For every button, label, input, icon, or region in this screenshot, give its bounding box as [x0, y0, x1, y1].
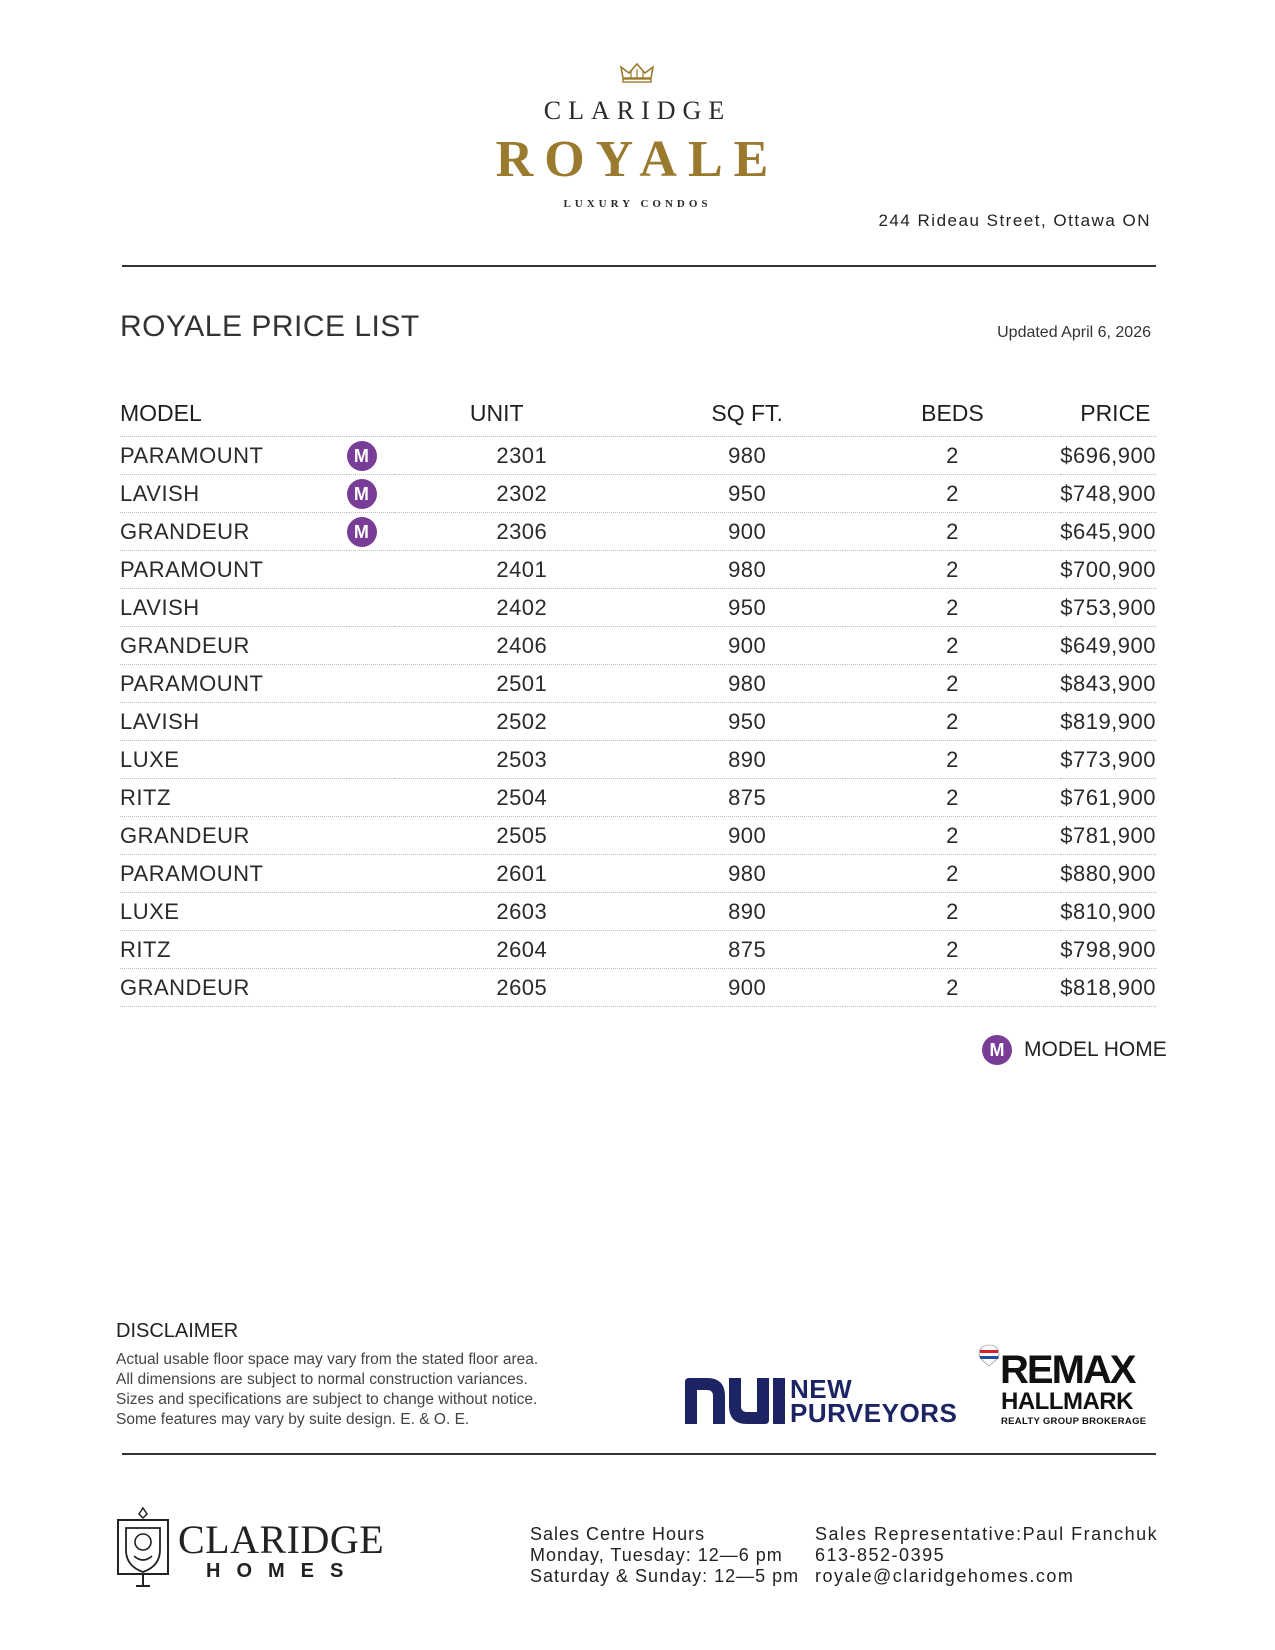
model-home-badge-cell: [347, 741, 394, 779]
model-home-badge-cell: [347, 969, 394, 1007]
unit-cell: 2601: [394, 855, 650, 893]
model-cell: GRANDEUR: [120, 513, 347, 551]
price-cell: $781,900: [1060, 817, 1156, 855]
disclaimer-line: Some features may vary by suite design. E. & O. E.: [116, 1411, 470, 1428]
table-row: [120, 513, 1156, 551]
beds-cell: 2: [845, 855, 1061, 893]
sqft-cell: 875: [650, 779, 845, 817]
unit-cell: 2501: [394, 665, 650, 703]
col-header-badge: [347, 390, 394, 437]
page-title: ROYALE PRICE LIST: [120, 310, 420, 343]
table-row: [120, 931, 1156, 969]
model-cell: LUXE: [120, 741, 347, 779]
price-cell: $843,900: [1060, 665, 1156, 703]
hours-weekday: Monday, Tuesday: 12—6 pm: [530, 1545, 783, 1565]
model-cell: LAVISH: [120, 589, 347, 627]
table-row: [120, 817, 1156, 855]
crown-icon: [620, 62, 654, 84]
address: 244 Rideau Street, Ottawa ON: [878, 211, 1151, 230]
col-header-model: MODEL: [120, 390, 347, 437]
table-row: [120, 665, 1156, 703]
col-header-price: PRICE: [1060, 390, 1156, 437]
remax-brokerage-text: REALTY GROUP BROKERAGE: [1001, 1416, 1147, 1427]
model-home-badge: M: [347, 479, 377, 509]
sqft-cell: 890: [650, 741, 845, 779]
disclaimer-line: Sizes and specifications are subject to change without notice.: [116, 1391, 538, 1408]
price-cell: $645,900: [1060, 513, 1156, 551]
model-home-badge-cell: [347, 627, 394, 665]
price-cell: $880,900: [1060, 855, 1156, 893]
brand-top-text: CLARIDGE: [543, 96, 732, 125]
sqft-cell: 950: [650, 475, 845, 513]
table-header-row: [120, 390, 1156, 437]
beds-cell: 2: [845, 551, 1061, 589]
unit-cell: 2301: [394, 437, 650, 475]
hours-weekend: Saturday & Sunday: 12—5 pm: [530, 1566, 800, 1586]
beds-cell: 2: [845, 475, 1061, 513]
model-home-badge-cell: [347, 893, 394, 931]
unit-cell: 2505: [394, 817, 650, 855]
beds-cell: 2: [845, 779, 1061, 817]
model-home-badge: M: [982, 1035, 1012, 1065]
model-home-badge: M: [347, 517, 377, 547]
disclaimer-line: Actual usable floor space may vary from the stated floor area.: [116, 1351, 539, 1368]
model-home-badge-cell: [347, 475, 394, 513]
table-row: [120, 893, 1156, 931]
col-header-unit: UNIT: [394, 390, 650, 437]
sales-representative: [815, 1524, 1158, 1587]
unit-cell: 2502: [394, 703, 650, 741]
price-table-body: [120, 437, 1156, 1007]
model-home-badge-cell: [347, 589, 394, 627]
sqft-cell: 900: [650, 817, 845, 855]
model-cell: RITZ: [120, 931, 347, 969]
model-cell: PARAMOUNT: [120, 551, 347, 589]
price-cell: $810,900: [1060, 893, 1156, 931]
unit-cell: 2605: [394, 969, 650, 1007]
model-home-badge-cell: [347, 779, 394, 817]
beds-cell: 2: [845, 665, 1061, 703]
header-divider: [122, 265, 1156, 267]
beds-cell: 2: [845, 741, 1061, 779]
sqft-cell: 900: [650, 969, 845, 1007]
price-cell: $798,900: [1060, 931, 1156, 969]
model-home-badge-cell: [347, 931, 394, 969]
beds-cell: 2: [845, 589, 1061, 627]
price-cell: $819,900: [1060, 703, 1156, 741]
unit-cell: 2504: [394, 779, 650, 817]
sqft-cell: 980: [650, 551, 845, 589]
disclaimer-text: [116, 1350, 616, 1430]
table-row: [120, 475, 1156, 513]
table-row: [120, 627, 1156, 665]
price-cell: $700,900: [1060, 551, 1156, 589]
unit-cell: 2406: [394, 627, 650, 665]
legend: [982, 1035, 1167, 1065]
unit-cell: 2604: [394, 931, 650, 969]
rep-email[interactable]: royale@claridgehomes.com: [815, 1566, 1075, 1586]
model-home-badge: M: [347, 441, 377, 471]
model-cell: LUXE: [120, 893, 347, 931]
model-home-badge-cell: [347, 513, 394, 551]
unit-cell: 2302: [394, 475, 650, 513]
model-cell: PARAMOUNT: [120, 437, 347, 475]
claridge-homes-name: CLARIDGE: [178, 1517, 385, 1562]
disclaimer-title: DISCLAIMER: [116, 1320, 239, 1342]
beds-cell: 2: [845, 969, 1061, 1007]
model-home-badge-cell: [347, 665, 394, 703]
sqft-cell: 900: [650, 513, 845, 551]
model-home-badge-cell: [347, 817, 394, 855]
beds-cell: 2: [845, 817, 1061, 855]
sqft-cell: 890: [650, 893, 845, 931]
sqft-cell: 980: [650, 437, 845, 475]
beds-cell: 2: [845, 513, 1061, 551]
price-cell: $696,900: [1060, 437, 1156, 475]
beds-cell: 2: [845, 703, 1061, 741]
model-home-badge-cell: [347, 437, 394, 475]
beds-cell: 2: [845, 931, 1061, 969]
table-row: [120, 741, 1156, 779]
table-row: [120, 855, 1156, 893]
rep-phone[interactable]: 613-852-0395: [815, 1545, 946, 1565]
unit-cell: 2401: [394, 551, 650, 589]
model-cell: GRANDEUR: [120, 817, 347, 855]
unit-cell: 2402: [394, 589, 650, 627]
legend-label: MODEL HOME: [1024, 1038, 1167, 1061]
remax-logo-text: REMAX: [1000, 1348, 1135, 1392]
sqft-cell: 980: [650, 665, 845, 703]
price-table: [120, 390, 1156, 1007]
model-cell: GRANDEUR: [120, 627, 347, 665]
model-cell: LAVISH: [120, 475, 347, 513]
price-cell: $818,900: [1060, 969, 1156, 1007]
table-row: [120, 551, 1156, 589]
beds-cell: 2: [845, 627, 1061, 665]
table-row: [120, 703, 1156, 741]
price-cell: $748,900: [1060, 475, 1156, 513]
table-row: [120, 437, 1156, 475]
beds-cell: 2: [845, 437, 1061, 475]
table-row: [120, 969, 1156, 1007]
col-header-beds: BEDS: [845, 390, 1061, 437]
claridge-homes-sub: HOMES: [206, 1560, 360, 1582]
remax-hallmark-text: HALLMARK: [1001, 1388, 1133, 1415]
sqft-cell: 980: [650, 855, 845, 893]
claridge-homes-crest-icon: [114, 1506, 172, 1588]
hours-title: Sales Centre Hours: [530, 1524, 706, 1544]
model-cell: PARAMOUNT: [120, 665, 347, 703]
price-cell: $649,900: [1060, 627, 1156, 665]
model-home-badge-cell: [347, 703, 394, 741]
remax-balloon-icon: [978, 1344, 1000, 1368]
new-purveyors-name: NEW PURVEYORS: [790, 1374, 958, 1428]
table-row: [120, 779, 1156, 817]
price-cell: $761,900: [1060, 779, 1156, 817]
model-cell: PARAMOUNT: [120, 855, 347, 893]
price-cell: $753,900: [1060, 589, 1156, 627]
col-header-sqft: SQ FT.: [650, 390, 845, 437]
updated-date: Updated April 6, 2026: [997, 324, 1151, 341]
sqft-cell: 950: [650, 589, 845, 627]
beds-cell: 2: [845, 893, 1061, 931]
disclaimer-line: All dimensions are subject to normal construction variances.: [116, 1371, 528, 1388]
model-cell: RITZ: [120, 779, 347, 817]
brand-sub-text: LUXURY CONDOS: [563, 198, 712, 210]
model-cell: LAVISH: [120, 703, 347, 741]
footer-divider: [122, 1453, 1156, 1455]
sqft-cell: 950: [650, 703, 845, 741]
rep-label: Sales Representative:Paul Franchuk: [815, 1524, 1159, 1544]
unit-cell: 2306: [394, 513, 650, 551]
model-home-badge-cell: [347, 855, 394, 893]
price-cell: $773,900: [1060, 741, 1156, 779]
sqft-cell: 900: [650, 627, 845, 665]
model-home-badge-cell: [347, 551, 394, 589]
new-purveyors-logo-icon: [685, 1378, 785, 1424]
model-cell: GRANDEUR: [120, 969, 347, 1007]
unit-cell: 2503: [394, 741, 650, 779]
sqft-cell: 875: [650, 931, 845, 969]
unit-cell: 2603: [394, 893, 650, 931]
brand-main-text: ROYALE: [495, 131, 780, 188]
sales-centre-hours: [530, 1524, 799, 1587]
table-row: [120, 589, 1156, 627]
